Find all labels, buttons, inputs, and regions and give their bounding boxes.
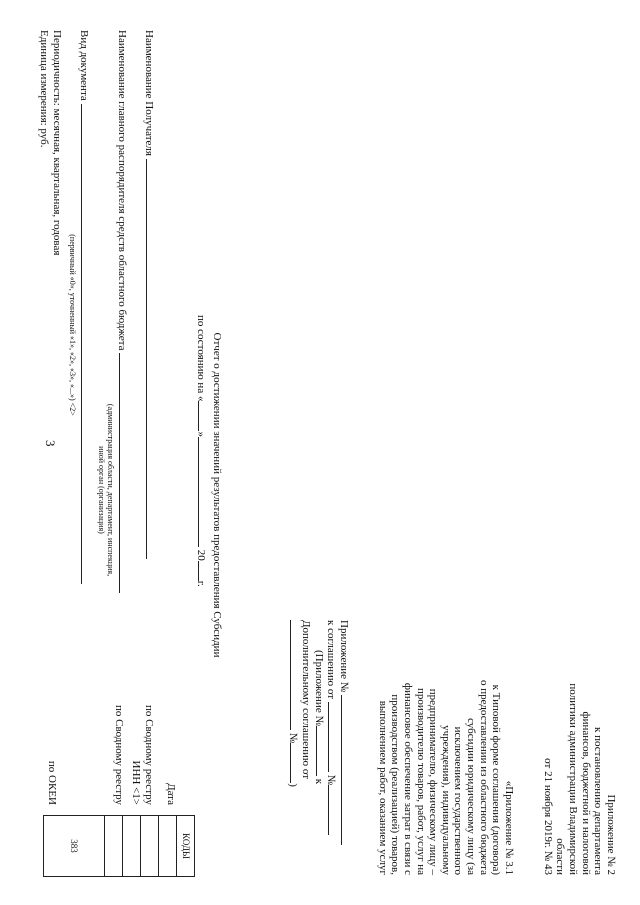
- report-title: Отчет о достижении значений результатов предоставления Субсидии: [211, 332, 223, 658]
- appendix-2-line: области: [554, 838, 567, 875]
- supplementary-no-label: №: [287, 732, 300, 744]
- code-cell-date: [159, 816, 177, 877]
- appendix-31-line: субсидии юридическому лицу (за: [465, 718, 478, 875]
- appendix-31-line: финансовое обеспечение затрат в связи с: [401, 682, 414, 875]
- appendix-31-line: выполнением работ, оказанием услуг: [376, 700, 389, 875]
- close-paren: ): [287, 783, 300, 787]
- date-label: Дата: [165, 783, 177, 805]
- agreement-from-label: к соглашению от: [325, 620, 338, 700]
- appendix-2-block: [541, 575, 617, 875]
- appendix-31-line: производством (реализацией) товаров,: [389, 694, 402, 875]
- codes-table: [43, 815, 195, 877]
- doc-type-row: [77, 30, 90, 600]
- appendix-2-title: Приложение № 2: [605, 794, 617, 875]
- recipient-label: Наименование Получателя: [143, 30, 155, 156]
- appendix-31-line: предпринимателю, физическому лицу –: [427, 688, 440, 875]
- as-of-label: по состоянию на «: [195, 315, 207, 402]
- svodny-label-2: по Сводному реестру: [113, 705, 125, 805]
- recipient-row: [142, 30, 155, 600]
- agreement-sub-appendix-label: (Приложение №: [312, 650, 325, 726]
- appendix-31-line: «Приложение № 3.1: [503, 780, 515, 875]
- periodicity-label: Периодичность: месячная, квартальная, годовая: [51, 30, 63, 256]
- appendix-31-line: исключением государственного: [452, 726, 465, 875]
- agreement-to-label: к: [312, 778, 325, 785]
- agreement-reference: [287, 620, 350, 875]
- main-manager-note: [97, 370, 115, 610]
- supplementary-agreement-label: Дополнительному соглашению от: [300, 620, 313, 780]
- as-of-end: г.: [195, 580, 207, 587]
- code-cell-svodny2: [105, 816, 123, 877]
- appendix-2-line: к постановлению департамента: [592, 727, 605, 875]
- appendix-2-line: политики администрации Владимирской: [567, 683, 580, 875]
- report-as-of: [194, 315, 207, 695]
- code-cell-inn: [123, 816, 141, 877]
- codes-header: КОДЫ: [177, 816, 195, 877]
- doc-type-note: (первичный «0», уточненный «1», «2», «3», «...») <2>: [68, 234, 77, 416]
- as-of-quote: »: [195, 431, 207, 437]
- main-manager-note-line1: (администрация области, департамент, инспекция,: [106, 403, 115, 577]
- appendix-31-block: [376, 620, 515, 875]
- doc-type-label: Вид документа: [78, 30, 90, 101]
- rotated-document: [25, 15, 625, 885]
- inn-label: ИНН <1>: [130, 760, 142, 805]
- appendix-2-line: финансов, бюджетной и налоговой: [579, 711, 592, 875]
- appendix-31-line: учреждения), индивидуальному: [439, 725, 452, 875]
- code-cell-svodny1: [141, 816, 159, 877]
- okei-label: по ОКЕИ: [46, 760, 58, 805]
- svodny-label-1: по Сводному реестру: [143, 705, 155, 805]
- code-cell-okei: 383: [44, 816, 105, 877]
- as-of-year: 20: [195, 549, 207, 561]
- agreement-appendix-label: Приложение №: [338, 620, 350, 693]
- agreement-no-label: №: [325, 774, 338, 786]
- appendix-31-line: производителю товаров, работ, услуг на: [414, 687, 427, 875]
- appendix-31-line: к Типовой форме соглашения (договора): [490, 684, 503, 875]
- main-manager-note-line2: иной орган (организация): [96, 446, 106, 534]
- appendix-2-line: от 21 ноября 2019г. № 43: [541, 758, 554, 875]
- unit-label: Единица измерения: руб.: [38, 30, 50, 148]
- appendix-31-line: о предоставлении из областного бюджета: [477, 679, 490, 875]
- main-manager-label: Наименование главного распорядителя средств областного бюджета: [116, 30, 128, 351]
- main-manager-row: [115, 30, 128, 600]
- page-number: 3: [43, 440, 58, 447]
